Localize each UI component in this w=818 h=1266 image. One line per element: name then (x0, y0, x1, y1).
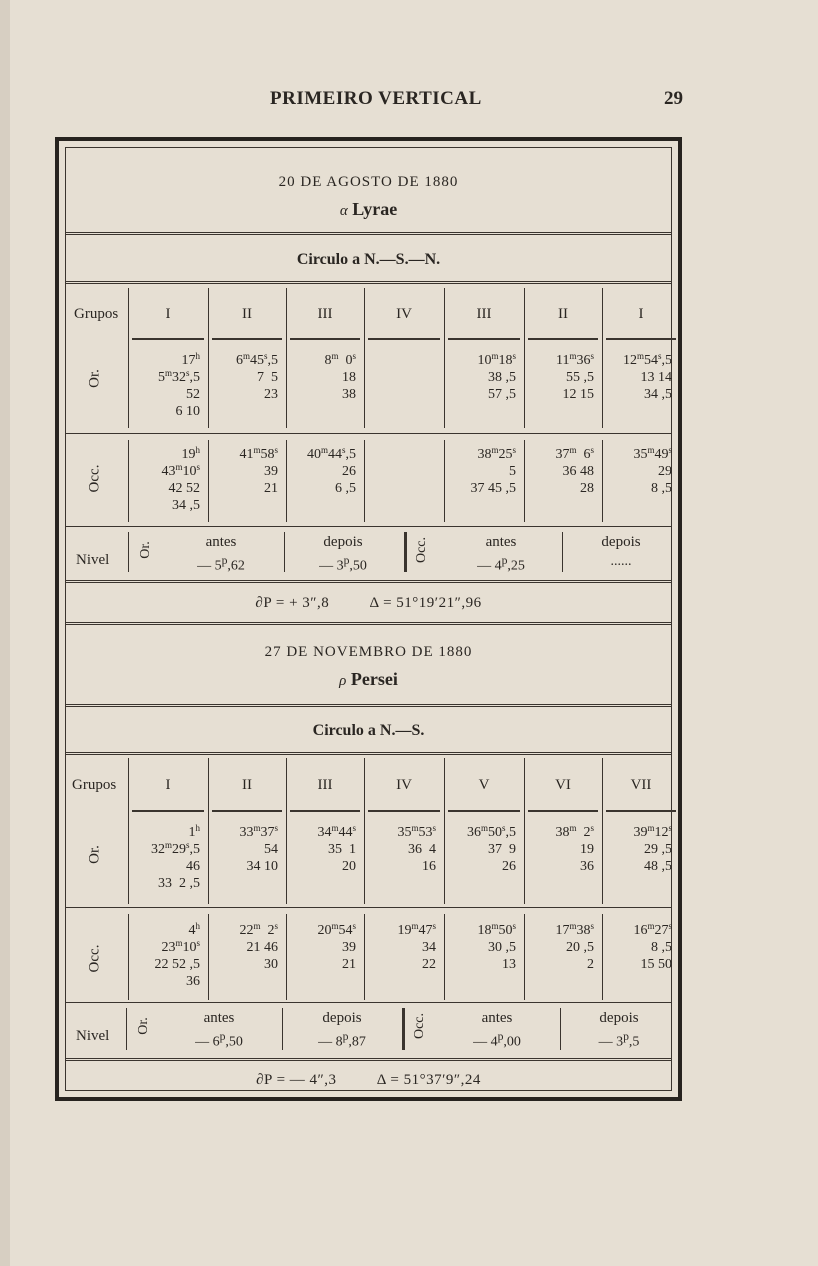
divider (66, 433, 671, 434)
or-cell: 6$^m$45$^s$,5 7 5 23 (235, 351, 278, 402)
header-underline (368, 810, 440, 812)
nivel-occ-antes-label: antes (485, 534, 517, 550)
column-header: II (558, 306, 568, 322)
groups-label: Grupos (72, 777, 117, 793)
nivel-or-label: Or. (138, 541, 153, 559)
footer-dp: ∂P = + 3″,8 (255, 595, 330, 611)
star-label: Persei (350, 669, 398, 689)
rule (404, 532, 407, 572)
header-underline (212, 810, 282, 812)
observation-section-2 (66, 624, 671, 1094)
occ-cell: 37$^m$ 6$^s$ 36 48 28 (555, 445, 594, 496)
occ-cell: 17$^m$38$^s$ 20 ,5 2 (555, 921, 594, 972)
header-underline (448, 810, 520, 812)
or-cell: 36$^m$50$^s$,5 37 9 26 (466, 823, 516, 874)
column-header: II (242, 306, 252, 322)
header-underline (528, 338, 598, 340)
nivel-or-antes: — 5$^p$,62 (197, 554, 245, 574)
nivel-or-antes-label: antes (205, 534, 237, 550)
page-edge (0, 0, 10, 1266)
column-header: VII (630, 777, 652, 793)
running-title: PRIMEIRO VERTICAL (270, 88, 482, 109)
column-header: II (242, 777, 252, 793)
star-symbol: ρ (339, 673, 347, 689)
or-cell: 38$^m$ 2$^s$ 19 36 (555, 823, 594, 874)
nivel-occ-depois-label: depois (599, 1010, 639, 1026)
or-cell: 8$^m$ 0$^s$ 18 38 (324, 351, 356, 402)
column-header: III (317, 306, 333, 322)
nivel-or-antes: — 6$^p$,50 (195, 1030, 243, 1050)
or-cell: 39$^m$12$^s$ 29 ,5 48 ,5 (633, 823, 672, 874)
nivel-or-label: Or. (136, 1017, 151, 1035)
column-header: IV (396, 306, 412, 322)
observation-section-1 (66, 148, 671, 620)
nivel-occ-antes-label: antes (481, 1010, 513, 1026)
circle-title: Circulo a N.—S. (312, 722, 425, 739)
or-cell: 1$^h$ 32$^m$29$^s$,5 46 33 2 ,5 (150, 823, 200, 891)
nivel-occ-antes: — 4$^p$,00 (473, 1030, 521, 1050)
groups-label: Grupos (74, 306, 119, 322)
header-underline (606, 810, 676, 812)
rule (284, 532, 285, 572)
or-cell: 12$^m$54$^s$,5 13 14 34 ,5 (622, 351, 672, 402)
header-underline (606, 338, 676, 340)
occ-cell: 16$^m$27$^s$ 8 ,5 15 50 (633, 921, 672, 972)
column-header: VI (555, 777, 571, 793)
section-date: 27 DE NOVEMBRO DE 1880 (264, 644, 473, 660)
table-frame (55, 137, 682, 1101)
column-rule (364, 440, 365, 522)
section-footer (66, 1072, 671, 1089)
nivel-occ-label: Occ. (414, 536, 429, 564)
occ-cell: 20$^m$54$^s$ 39 21 (317, 921, 356, 972)
occ-cell: 18$^m$50$^s$ 30 ,5 13 (477, 921, 516, 972)
star-name (66, 199, 671, 220)
rule (126, 1008, 127, 1050)
section-footer (66, 595, 671, 612)
footer-delta: Δ = 51°37′9″,24 (376, 1072, 481, 1088)
column-header: I (638, 306, 644, 322)
header-underline (132, 338, 204, 340)
section-date: 20 DE AGOSTO DE 1880 (278, 174, 459, 190)
or-cell: 11$^m$36$^s$ 55 ,5 12 15 (555, 351, 594, 402)
footer-delta: Δ = 51°19′21″,96 (369, 595, 482, 611)
rule (128, 532, 129, 572)
divider (66, 281, 671, 284)
or-label: Or. (86, 369, 103, 388)
or-cell: 10$^m$18$^s$ 38 ,5 57 ,5 (477, 351, 516, 402)
divider (66, 752, 671, 755)
or-cell: 35$^m$53$^s$ 36 4 16 (397, 823, 436, 874)
header-underline (290, 338, 360, 340)
occ-cell: 19$^m$47$^s$ 34 22 (397, 921, 436, 972)
nivel-label: Nivel (76, 1028, 110, 1044)
page-number: 29 (664, 88, 683, 109)
occ-cell: 41$^m$58$^s$ 39 21 (239, 445, 278, 496)
or-cell: 17$^h$ 5$^m$32$^s$,5 52 6 10 (157, 351, 200, 419)
header-underline (290, 810, 360, 812)
nivel-or-depois: — 3$^p$,50 (319, 554, 367, 574)
occ-cell: 19$^h$ 43$^m$10$^s$ 42 52 34 ,5 (161, 445, 200, 513)
circle-title: Circulo a N.—S.—N. (296, 251, 441, 268)
header-underline (132, 810, 204, 812)
nivel-or-depois: — 8$^p$,87 (318, 1030, 366, 1050)
nivel-occ-depois: ...... (610, 554, 632, 569)
footer-dp: ∂P = — 4″,3 (256, 1072, 337, 1088)
occ-cell: 22$^m$ 2$^s$ 21 46 30 (239, 921, 278, 972)
occ-cell: 38$^m$25$^s$ 5 37 45 ,5 (470, 445, 516, 496)
occ-cell: 40$^m$44$^s$,5 26 6 ,5 (306, 445, 356, 496)
divider (66, 232, 671, 235)
column-rule (364, 288, 365, 428)
occ-cell: 35$^m$49$^s$ 29 8 ,5 (633, 445, 672, 496)
star-label: Lyrae (352, 199, 398, 219)
header-underline (368, 338, 440, 340)
rule (560, 1008, 561, 1050)
divider (66, 526, 671, 527)
header-underline (212, 338, 282, 340)
nivel-occ-antes: — 4$^p$,25 (477, 554, 525, 574)
rule (562, 532, 563, 572)
rule (282, 1008, 283, 1050)
star-name (66, 669, 671, 690)
rule (402, 1008, 405, 1050)
divider (66, 580, 671, 583)
occ-label: Occ. (86, 944, 103, 973)
nivel-or-depois-label: depois (323, 534, 363, 550)
divider (66, 1058, 671, 1061)
occ-cell: 4$^h$ 23$^m$10$^s$ 22 52 ,5 36 (154, 921, 200, 989)
star-symbol: α (339, 203, 348, 219)
nivel-label: Nivel (76, 552, 110, 568)
nivel-occ-depois: — 3$^p$,5 (598, 1030, 640, 1050)
divider (66, 1002, 671, 1003)
header-underline (448, 338, 520, 340)
table-inner (65, 147, 672, 1091)
column-header: V (478, 777, 490, 793)
nivel-occ-label: Occ. (412, 1012, 427, 1040)
divider (66, 704, 671, 707)
or-cell: 33$^m$37$^s$ 54 34 10 (239, 823, 278, 874)
column-header: I (165, 306, 171, 322)
divider (66, 907, 671, 908)
column-header: I (165, 777, 171, 793)
nivel-or-depois-label: depois (322, 1010, 362, 1026)
running-header (0, 86, 818, 116)
or-cell: 34$^m$44$^s$ 35 1 20 (317, 823, 356, 874)
or-label: Or. (86, 845, 103, 864)
header-underline (528, 810, 598, 812)
occ-label: Occ. (86, 464, 103, 493)
nivel-or-antes-label: antes (203, 1010, 235, 1026)
column-header: III (476, 306, 492, 322)
column-header: III (317, 777, 333, 793)
column-header: IV (396, 777, 412, 793)
nivel-occ-depois-label: depois (601, 534, 641, 550)
